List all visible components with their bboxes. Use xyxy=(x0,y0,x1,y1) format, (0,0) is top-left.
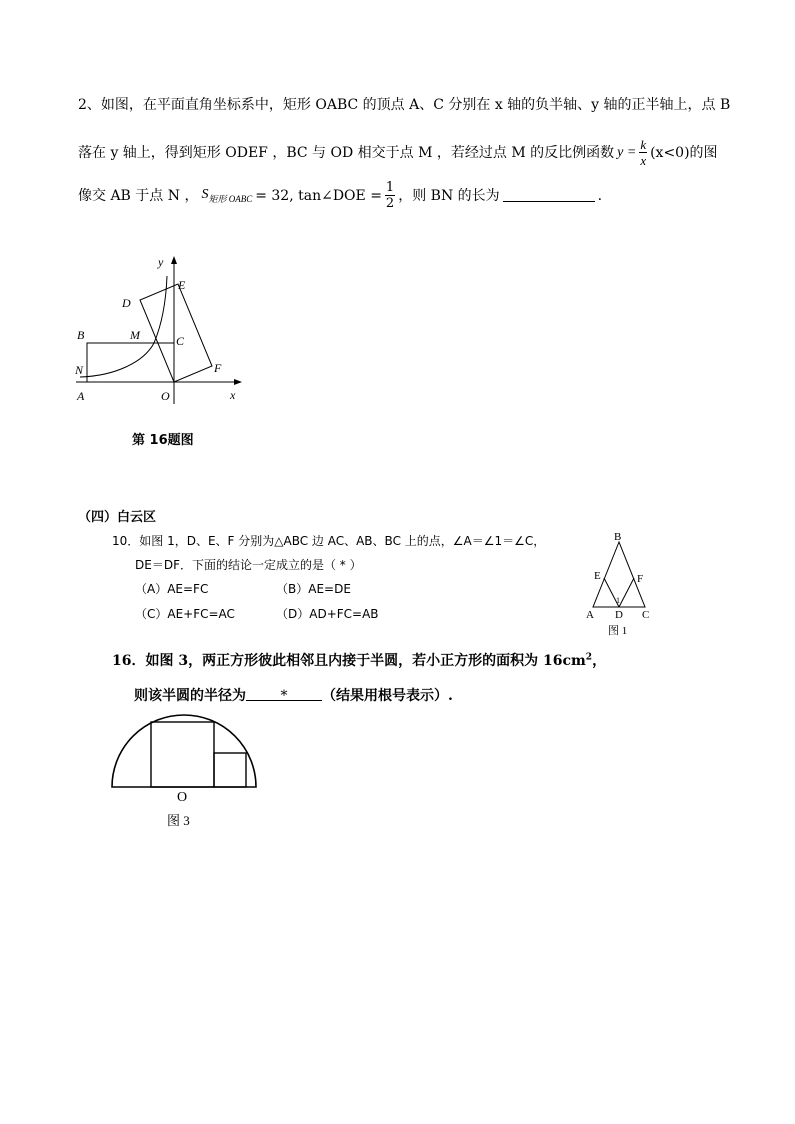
label-N: N xyxy=(75,363,84,377)
problem2-line3: 像交 AB 于点 N ， $S_{矩形 OABC}$ = 32, tan∠DOE = $\frac{1}{2}$ ，则 BN 的长为 . xyxy=(78,180,603,211)
label-C: C xyxy=(176,334,185,348)
q16-answer-blank: * xyxy=(246,688,322,701)
q16-line2: 则该半圆的半径为 * （结果用根号表示）. xyxy=(134,688,453,704)
problem2-line2: 落在 y 轴上，得到矩形 ODEF ，BC 与 OD 相交于点 M ，若经过点 M 的反比例函数 y = $\frac{k}{x}$ (x<0)的图 xyxy=(78,137,718,168)
label-x: x xyxy=(230,388,236,402)
q16-line1: 16．如图 3，两正方形彼此相邻且内接于半圆，若小正方形的面积为 $16cm^2$， xyxy=(112,652,607,669)
label-E: E xyxy=(178,278,186,292)
label-D: D xyxy=(122,296,131,310)
tri-label-C: C xyxy=(642,609,650,621)
area-symbol: $S_{矩形 OABC}$ xyxy=(201,186,253,204)
semicircle-center-label: O xyxy=(177,790,188,805)
tri-caption: 图 1 xyxy=(608,625,628,637)
triangle-figure xyxy=(582,530,662,640)
tri-label-E: E xyxy=(594,570,601,582)
tan-fraction: $\frac{1}{2}$ xyxy=(385,180,395,211)
label-O: O xyxy=(161,389,170,403)
label-B: B xyxy=(77,328,85,342)
q10-option-a: （A）AE=FC xyxy=(135,582,209,596)
q10-line1: 10．如图 1，D、E、F 分别为△ABC 边 AC、AB、BC 上的点，∠A＝∠1＝∠C， xyxy=(112,534,546,548)
tri-label-1: 1 xyxy=(616,596,620,605)
function-fraction: $\frac{k}{x}$ xyxy=(640,137,647,168)
label-F: F xyxy=(214,361,222,375)
problem2-line1: 2、如图，在平面直角坐标系中，矩形 OABC 的顶点 A、C 分别在 x 轴的负半轴、y 轴的正半轴上，点 B xyxy=(78,97,731,113)
tri-label-A: A xyxy=(586,609,594,621)
q10-option-d: （D）AD+FC=AB xyxy=(276,607,379,621)
tri-label-F: F xyxy=(637,573,644,585)
answer-blank xyxy=(503,189,595,202)
q10-line2: DE＝DF．下面的结论一定成立的是（ * ） xyxy=(135,558,362,572)
q10-option-c: （C）AE+FC=AC xyxy=(135,607,235,621)
figure16-caption: 第 16题图 xyxy=(132,433,194,448)
tri-label-B: B xyxy=(614,531,622,543)
label-M: M xyxy=(130,328,140,342)
coordinate-figure xyxy=(70,252,255,412)
tri-label-D: D xyxy=(615,609,623,621)
semicircle-figure xyxy=(108,712,268,830)
label-A: A xyxy=(77,389,85,403)
q10-option-b: （B）AE=DE xyxy=(276,582,351,596)
label-y: y xyxy=(158,255,164,269)
semicircle-caption: 图 3 xyxy=(167,813,190,828)
section-heading: （四）白云区 xyxy=(78,510,157,525)
